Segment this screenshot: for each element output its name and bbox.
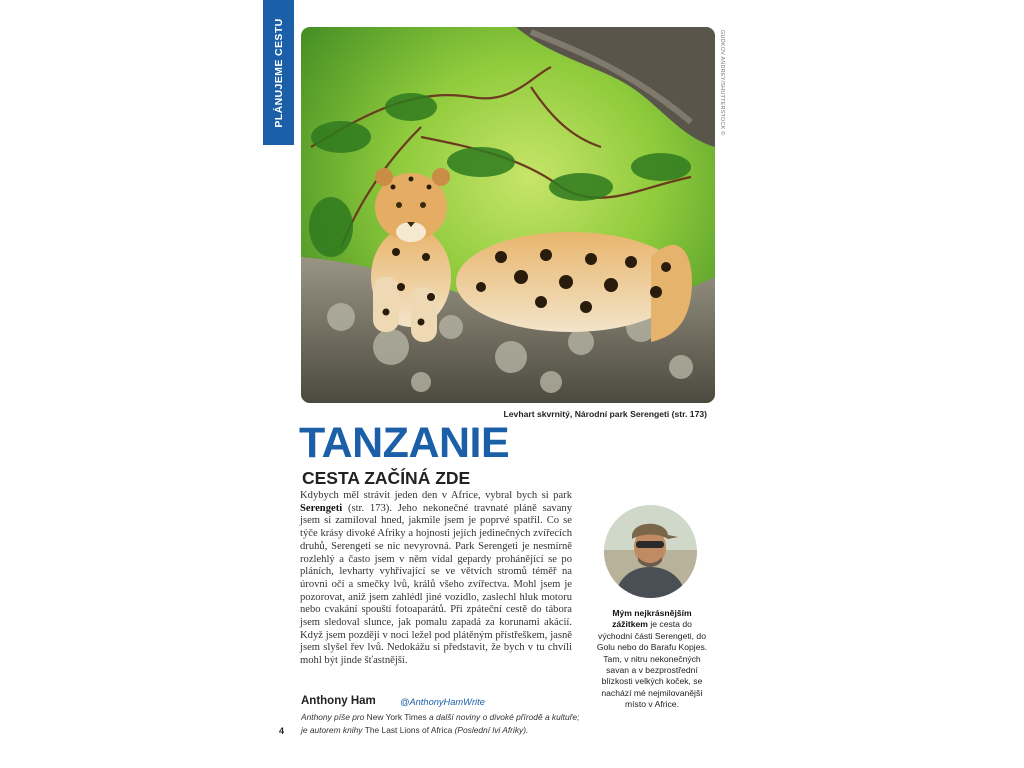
page-subtitle: CESTA ZAČÍNÁ ZDE xyxy=(302,468,471,488)
photo-credit: GUDKOV ANDREY/SHUTTERSTOCK © xyxy=(719,30,725,136)
page-number: 4 xyxy=(279,726,285,736)
page-title: TANZANIE xyxy=(299,419,510,467)
photo-caption: Levhart skvrnitý, Národní park Serengeti (str. 173) xyxy=(503,409,707,419)
section-tab xyxy=(263,0,294,145)
park-name: Serengeti xyxy=(300,502,343,514)
author-bio: Anthony píše pro New York Times a další noviny o divoké přírodě a kultuře; je autorem knihy The Last Lions of Africa (Poslední lvi Afriky). xyxy=(301,712,580,735)
section-tab-label: PLÁNUJEME CESTU xyxy=(272,17,285,128)
author-handle-link[interactable]: @AnthonyHamWrite xyxy=(400,697,485,707)
leopard-photo xyxy=(301,27,715,403)
article-body: Kdybych měl strávit jeden den v Africe, vybral bych si park Serengeti (str. 173). Jeho nekonečné travnaté pláně savany jsem si zamiloval hned, jakmile jsem je poprvé spatřil. Co se týče krásy divoké Afriky a hojnosti jejích jedinečných zvířecích druhů, Serengeti se nic nevyrovná. Park Serengeti je nesmírně rozlehlý a často jsem v něm vídal gepardy prohánějící se po pláních, levharty vyhřívající se ve větvích stromů téměř na úrovni očí a smečky lvů, králů všeho zvířectva. Mohl jsem je pozorovat, aniž jsem zahlédl jiné vozidlo, zaslechl hluk motoru nebo cvakání spouští fotoaparátů. Při zpáteční cestě do tábora jsem sledoval slunce, jak pomalu zapadá za korunami akácií. Když jsem později v noci ležel pod plátěným přístřeškem, jasně jsem slyšel řev lvů. Nedokážu si představit, že bych v tu chvíli mohl být jinde šťastnější. xyxy=(300,490,572,667)
author-name: Anthony Ham xyxy=(301,695,376,707)
author-quote: Mým nejkrásnějším zážitkem je cesta do východní části Serengeti, do Golu nebo do Barafu Kopjes. Tam, v nitru nekonečných savan a v bezprostřední blízkosti velkých koček, se nachází mé nejmilovanější místo v Africe. xyxy=(596,608,708,710)
author-avatar xyxy=(604,505,697,598)
